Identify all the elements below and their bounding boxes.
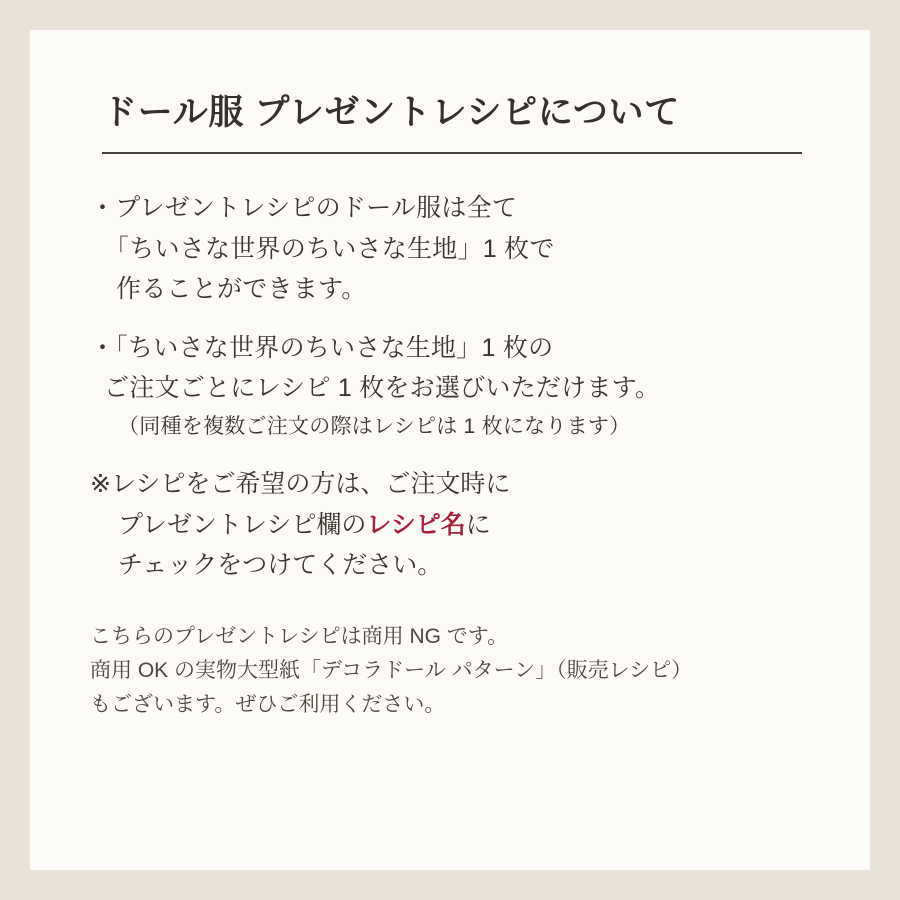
note-block: [90, 464, 818, 586]
footer-line-2: 商用 OK の実物大型紙「デコラドール パターン」（販売レシピ）: [90, 658, 693, 682]
footer-line-3: もございます。ぜひご利用ください。: [90, 692, 446, 716]
body-block: [30, 188, 870, 722]
recipe-name-highlight: レシピ名: [366, 510, 466, 539]
note-line-2-prefix: プレゼントレシピ欄の: [118, 510, 367, 539]
note-line-2-suffix: に: [465, 510, 491, 539]
bullet-1-line-1: ・プレゼントレシピのドール服は全て: [90, 194, 518, 222]
title-block: [30, 92, 870, 154]
bullet-1-line-2: 「ちいさな世界のちいさな生地」1 枚で: [104, 234, 555, 263]
bullet-2-sub-note: （同種を複数ご注文の際はレシピは 1 枚になります）: [118, 414, 631, 438]
page-title: ドール服 プレゼントレシピについて: [102, 93, 680, 132]
footer-block: [90, 620, 818, 722]
note-line-1: ※レシピをご希望の方は、ご注文時に: [90, 470, 511, 498]
note-line-3: チェックをつけてください。: [118, 551, 443, 579]
note-line-2: [90, 505, 818, 546]
footer-line-1: こちらのプレゼントレシピは商用 NG です。: [90, 624, 509, 648]
bullet-2-line-1: ・「ちいさな世界のちいさな生地」1 枚の: [90, 333, 554, 362]
info-card: [30, 30, 870, 870]
list-item: [90, 188, 818, 310]
list-item: [90, 328, 818, 443]
bullet-1-line-3: 作ることができます。: [116, 275, 367, 303]
title-divider: [102, 152, 802, 154]
bullet-2-line-2: ご注文ごとにレシピ 1 枚をお選びいただけます。: [104, 374, 661, 402]
